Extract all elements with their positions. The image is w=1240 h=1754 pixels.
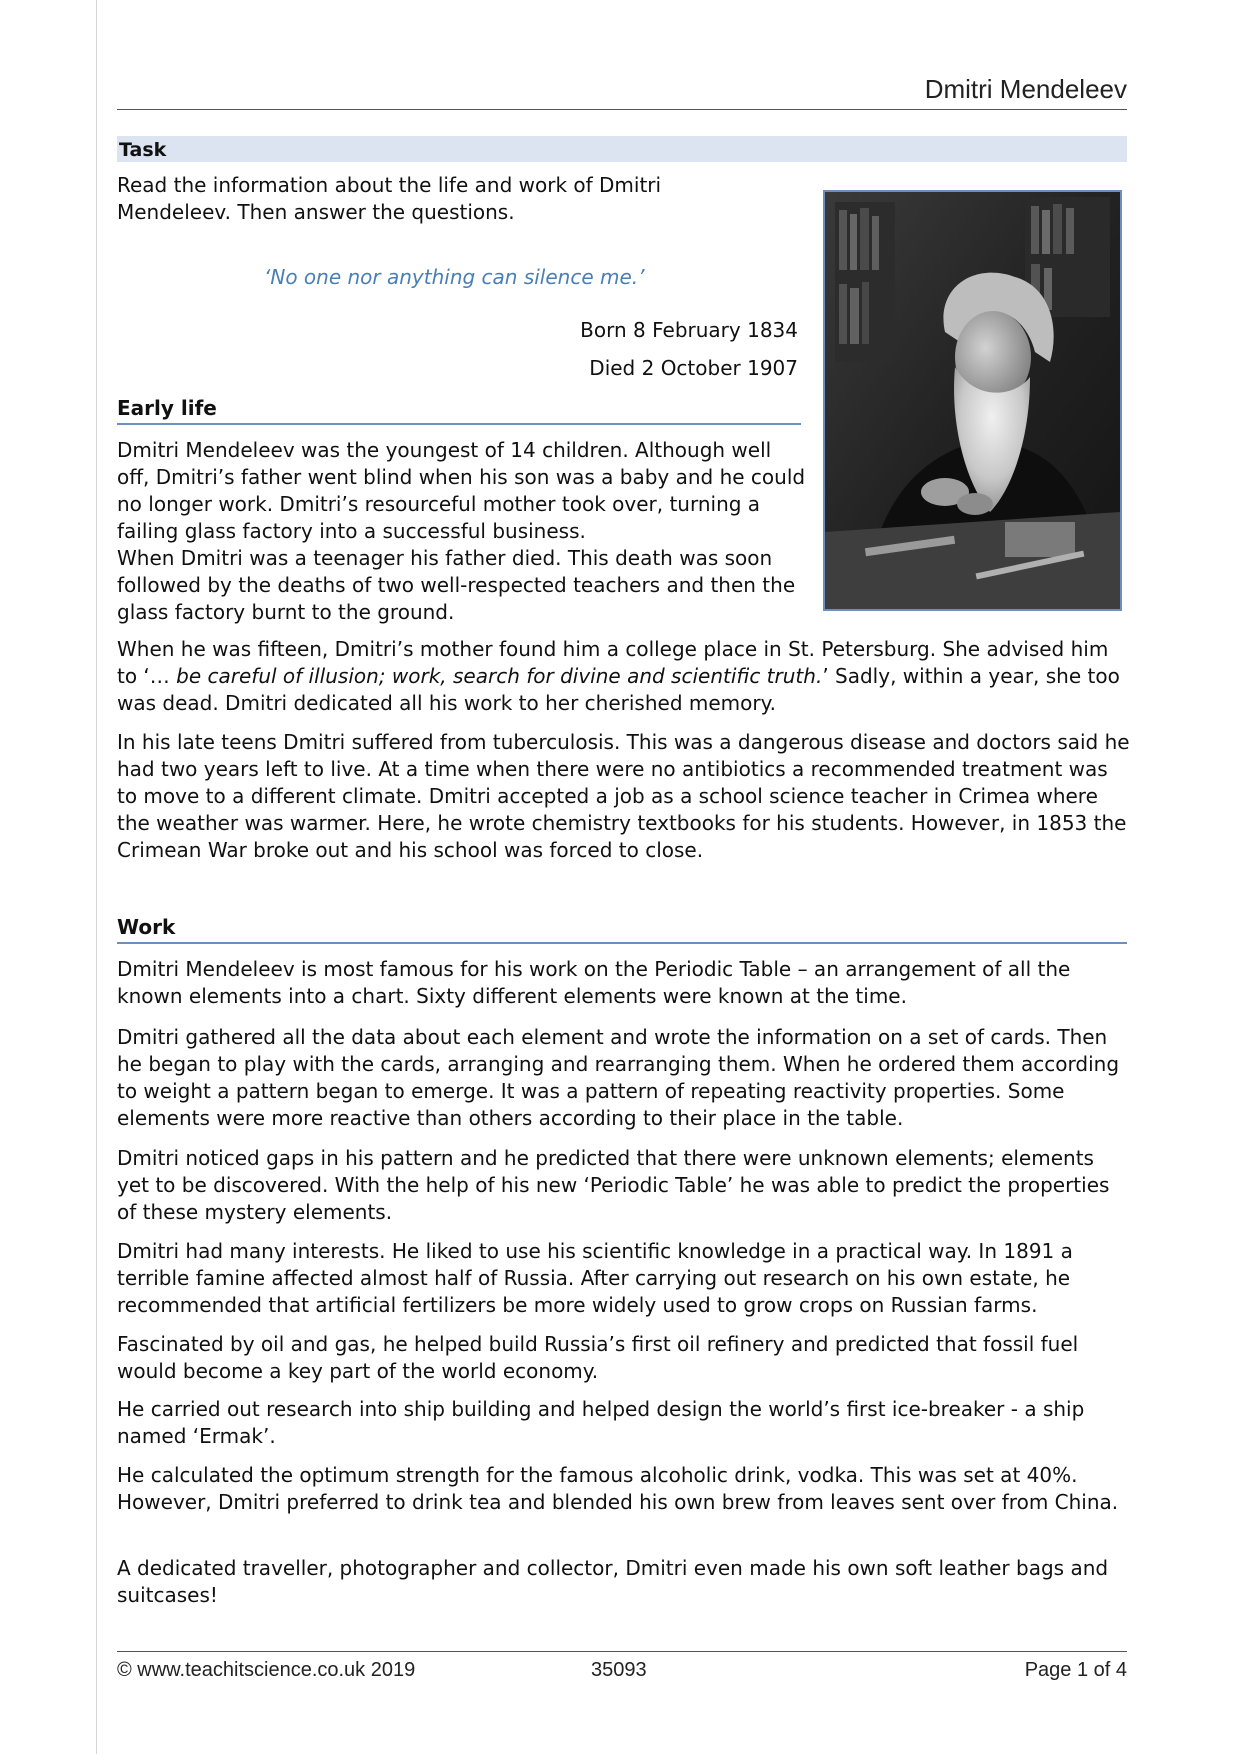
- task-heading-bar: [117, 136, 1127, 162]
- margin-line: [96, 0, 97, 1754]
- early-life-paragraph-1: Dmitri Mendeleev was the youngest of 14 children. Although well off, Dmitri’s father went blind when his son was a baby and he could no longer work. Dmitri’s resourceful mother took over, turning a failing glass factory into a successful business.: [117, 438, 806, 543]
- paragraph-3-text-end: ’ Sadly, within a year, she too was dead. Dmitri dedicated all his work to her cherished memory.: [117, 664, 1120, 715]
- early-life-paragraph-4: In his late teens Dmitri suffered from tuberculosis. This was a dangerous disease and doctors said he had two years left to live. At a time when there were no antibiotics a recommended treatment was to move to a different climate. Dmitri accepted a job as a school science teacher in Crimea where the weather was warmer. Here, he wrote chemistry textbooks for his students. However, in 1853 the Crimean War broke out and his school was forced to close.: [117, 730, 1130, 862]
- header-divider: [117, 109, 1127, 110]
- early-life-heading: Early life: [117, 396, 217, 420]
- work-paragraph-3: Dmitri noticed gaps in his pattern and he predicted that there were unknown elements; elements yet to be discovered. With the help of his new ‘Periodic Table’ he was able to predict the properties of these mystery elements.: [117, 1146, 1110, 1224]
- task-instructions: Read the information about the life and work of Dmitri Mendeleev. Then answer the questions.: [117, 173, 662, 224]
- work-paragraph-2: Dmitri gathered all the data about each element and wrote the information on a set of cards. Then he began to play with the cards, arranging and rearranging them. When he ordered them according to weight a pattern began to emerge. It was a pattern of repeating reactivity properties. Some elements were more reactive than others according to their place in the table.: [117, 1025, 1120, 1130]
- born-date: Born 8 February 1834: [580, 318, 798, 342]
- work-divider: [117, 942, 1127, 944]
- work-paragraph-8: A dedicated traveller, photographer and collector, Dmitri even made his own soft leather bags and suitcases!: [117, 1556, 1109, 1607]
- page-title: Dmitri Mendeleev: [924, 74, 1127, 104]
- footer-divider: [117, 1651, 1127, 1652]
- quote: ‘No one nor anything can silence me.’: [264, 265, 645, 289]
- work-paragraph-1: Dmitri Mendeleev is most famous for his work on the Periodic Table – an arrangement of all the known elements into a chart. Sixty different elements were known at the time.: [117, 957, 1071, 1008]
- work-paragraph-4: Dmitri had many interests. He liked to use his scientific knowledge in a practical way. In 1891 a terrible famine affected almost half of Russia. After carrying out research on his own estate, he recommended that artificial fertilizers be more widely used to grow crops on Russian farms.: [117, 1239, 1073, 1317]
- early-life-divider: [117, 423, 801, 425]
- work-heading: Work: [117, 915, 176, 939]
- mendeleev-portrait-photo: [823, 190, 1122, 611]
- early-life-paragraph-2: When Dmitri was a teenager his father died. This death was soon followed by the deaths of two well-respected teachers and then the glass factory burnt to the ground.: [117, 546, 796, 624]
- work-paragraph-5: Fascinated by oil and gas, he helped build Russia’s first oil refinery and predicted that fossil fuel would become a key part of the world economy.: [117, 1332, 1079, 1383]
- portrait-illustration: [825, 192, 1120, 609]
- paragraph-3-quote: be careful of illusion; work, search for divine and scientific truth.: [176, 664, 823, 688]
- died-date: Died 2 October 1907: [589, 356, 798, 380]
- footer-resource-code: 35093: [591, 1659, 647, 1681]
- early-life-paragraph-3: [117, 636, 1132, 717]
- work-paragraph-7: He calculated the optimum strength for the famous alcoholic drink, vodka. This was set at 40%. However, Dmitri preferred to drink tea and blended his own brew from leaves sent over from China.: [117, 1463, 1119, 1514]
- footer-copyright: © www.teachitscience.co.uk 2019: [117, 1659, 416, 1681]
- work-paragraph-6: He carried out research into ship building and helped design the world’s first ice-breaker - a ship named ‘Ermak’.: [117, 1397, 1085, 1448]
- footer-page-number: Page 1 of 4: [1024, 1659, 1127, 1681]
- task-heading: Task: [119, 139, 167, 161]
- paragraph-3-text-start: When he was fifteen, Dmitri’s mother found him a college place in St. Petersburg. She advised him to ‘…: [117, 637, 1109, 688]
